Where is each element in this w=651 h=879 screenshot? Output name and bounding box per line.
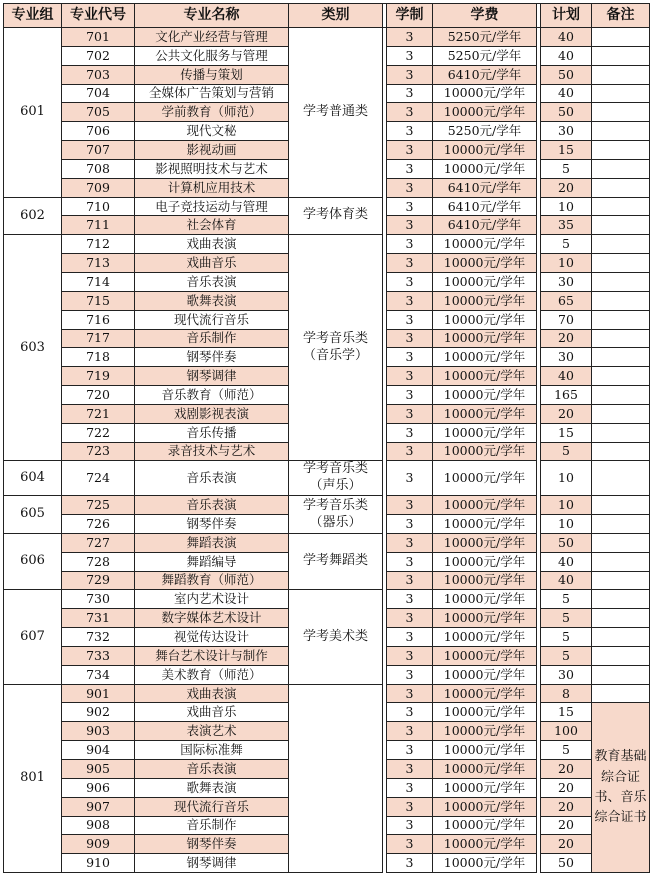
duration-cell: 3: [387, 216, 433, 235]
duration-cell: 3: [387, 197, 433, 216]
duration-cell: 3: [387, 272, 433, 291]
major-name-cell: 钢琴调律: [135, 367, 289, 386]
major-code-cell: 905: [62, 760, 135, 779]
note-cell: [592, 461, 650, 496]
note-cell: [592, 46, 650, 65]
major-code-cell: 707: [62, 141, 135, 160]
major-code-cell: 719: [62, 367, 135, 386]
major-code-cell: 713: [62, 254, 135, 273]
fee-cell: 10000元/学年: [433, 590, 537, 609]
fee-cell: 10000元/学年: [433, 835, 537, 854]
major-name-cell: 视觉传达设计: [135, 628, 289, 647]
group-id-cell: 603: [4, 235, 62, 461]
note-cell: [592, 159, 650, 178]
note-cell: [592, 684, 650, 703]
major-code-cell: 909: [62, 835, 135, 854]
major-code-cell: 711: [62, 216, 135, 235]
major-code-cell: 702: [62, 46, 135, 65]
fee-cell: 5250元/学年: [433, 46, 537, 65]
duration-cell: 3: [387, 103, 433, 122]
major-name-cell: 歌舞表演: [135, 778, 289, 797]
major-name-cell: 钢琴伴奏: [135, 835, 289, 854]
plan-cell: 20: [541, 178, 592, 197]
note-cell: [592, 571, 650, 590]
fee-cell: 10000元/学年: [433, 552, 537, 571]
note-cell: [592, 141, 650, 160]
plan-cell: 50: [541, 103, 592, 122]
major-name-cell: 音乐表演: [135, 461, 289, 496]
note-cell: [592, 272, 650, 291]
major-code-cell: 901: [62, 684, 135, 703]
plan-cell: 70: [541, 310, 592, 329]
major-name-cell: 舞台艺术设计与制作: [135, 646, 289, 665]
major-code-cell: 904: [62, 741, 135, 760]
note-cell: [592, 235, 650, 254]
table-row: [4, 461, 650, 496]
major-name-cell: 美术教育（师范）: [135, 665, 289, 684]
plan-cell: 65: [541, 291, 592, 310]
table-body: [4, 28, 650, 873]
plan-cell: 5: [541, 646, 592, 665]
category-cell: 学考音乐类（音乐学）: [289, 235, 383, 461]
plan-cell: 30: [541, 122, 592, 141]
category-cell: 学考舞蹈类: [289, 533, 383, 590]
duration-cell: 3: [387, 571, 433, 590]
table-row: [4, 684, 650, 703]
plan-cell: 20: [541, 760, 592, 779]
plan-cell: 165: [541, 386, 592, 405]
fee-cell: 10000元/学年: [433, 496, 537, 515]
major-name-cell: 学前教育（师范）: [135, 103, 289, 122]
category-cell: [289, 684, 383, 872]
duration-cell: 3: [387, 816, 433, 835]
note-cell: 教育基础综合证书、音乐综合证书: [592, 703, 650, 873]
major-name-cell: 文化产业经营与管理: [135, 28, 289, 47]
plan-cell: 40: [541, 552, 592, 571]
plan-cell: 30: [541, 348, 592, 367]
duration-cell: 3: [387, 628, 433, 647]
major-code-cell: 706: [62, 122, 135, 141]
major-code-cell: 712: [62, 235, 135, 254]
duration-cell: 3: [387, 609, 433, 628]
fee-cell: 10000元/学年: [433, 741, 537, 760]
fee-cell: 10000元/学年: [433, 310, 537, 329]
fee-cell: 10000元/学年: [433, 423, 537, 442]
fee-cell: 5250元/学年: [433, 28, 537, 47]
note-cell: [592, 254, 650, 273]
table-row: [4, 590, 650, 609]
category-cell: 学考体育类: [289, 197, 383, 235]
major-name-cell: 音乐教育（师范）: [135, 386, 289, 405]
plan-cell: 5: [541, 741, 592, 760]
major-code-cell: 734: [62, 665, 135, 684]
plan-cell: 15: [541, 141, 592, 160]
major-name-cell: 音乐表演: [135, 760, 289, 779]
fee-cell: 10000元/学年: [433, 103, 537, 122]
fee-cell: 5250元/学年: [433, 122, 537, 141]
duration-cell: 3: [387, 533, 433, 552]
note-cell: [592, 646, 650, 665]
duration-cell: 3: [387, 552, 433, 571]
note-cell: [592, 310, 650, 329]
enrollment-table: [3, 3, 650, 873]
plan-cell: 20: [541, 835, 592, 854]
table-row: [4, 197, 650, 216]
major-code-cell: 903: [62, 722, 135, 741]
fee-cell: 10000元/学年: [433, 367, 537, 386]
plan-cell: 20: [541, 329, 592, 348]
major-name-cell: 现代流行音乐: [135, 310, 289, 329]
major-name-cell: 室内艺术设计: [135, 590, 289, 609]
note-cell: [592, 609, 650, 628]
major-code-cell: 906: [62, 778, 135, 797]
duration-cell: 3: [387, 28, 433, 47]
duration-cell: 3: [387, 141, 433, 160]
major-name-cell: 表演艺术: [135, 722, 289, 741]
major-code-cell: 710: [62, 197, 135, 216]
fee-cell: 10000元/学年: [433, 854, 537, 873]
note-cell: [592, 197, 650, 216]
major-name-cell: 音乐表演: [135, 272, 289, 291]
duration-cell: 3: [387, 159, 433, 178]
fee-cell: 10000元/学年: [433, 84, 537, 103]
major-name-cell: 电子竞技运动与管理: [135, 197, 289, 216]
note-cell: [592, 496, 650, 515]
major-code-cell: 728: [62, 552, 135, 571]
fee-cell: 10000元/学年: [433, 778, 537, 797]
fee-cell: 10000元/学年: [433, 571, 537, 590]
plan-cell: 10: [541, 254, 592, 273]
major-name-cell: 音乐制作: [135, 329, 289, 348]
duration-cell: 3: [387, 461, 433, 496]
note-cell: [592, 103, 650, 122]
major-name-cell: 影视动画: [135, 141, 289, 160]
duration-cell: 3: [387, 854, 433, 873]
major-code-cell: 703: [62, 65, 135, 84]
fee-cell: 10000元/学年: [433, 254, 537, 273]
plan-cell: 20: [541, 778, 592, 797]
major-name-cell: 钢琴伴奏: [135, 515, 289, 534]
major-name-cell: 舞蹈编导: [135, 552, 289, 571]
duration-cell: 3: [387, 496, 433, 515]
major-name-cell: 戏曲表演: [135, 684, 289, 703]
fee-cell: 10000元/学年: [433, 797, 537, 816]
plan-cell: 10: [541, 496, 592, 515]
fee-cell: 10000元/学年: [433, 646, 537, 665]
major-code-cell: 726: [62, 515, 135, 534]
header-category: 类别: [289, 4, 383, 28]
note-cell: [592, 515, 650, 534]
major-code-cell: 716: [62, 310, 135, 329]
major-name-cell: 音乐制作: [135, 816, 289, 835]
major-code-cell: 908: [62, 816, 135, 835]
plan-cell: 40: [541, 367, 592, 386]
group-id-cell: 602: [4, 197, 62, 235]
major-code-cell: 733: [62, 646, 135, 665]
header-code: 专业代号: [62, 4, 135, 28]
major-name-cell: 歌舞表演: [135, 291, 289, 310]
major-code-cell: 729: [62, 571, 135, 590]
fee-cell: 10000元/学年: [433, 722, 537, 741]
plan-cell: 5: [541, 235, 592, 254]
plan-cell: 10: [541, 515, 592, 534]
group-id-cell: 606: [4, 533, 62, 590]
duration-cell: 3: [387, 741, 433, 760]
note-cell: [592, 533, 650, 552]
major-code-cell: 721: [62, 404, 135, 423]
note-cell: [592, 28, 650, 47]
header-row: [4, 4, 650, 28]
major-name-cell: 戏剧影视表演: [135, 404, 289, 423]
header-group: 专业组: [4, 4, 62, 28]
plan-cell: 5: [541, 590, 592, 609]
duration-cell: 3: [387, 84, 433, 103]
plan-cell: 30: [541, 665, 592, 684]
group-id-cell: 601: [4, 28, 62, 198]
fee-cell: 10000元/学年: [433, 461, 537, 496]
duration-cell: 3: [387, 797, 433, 816]
major-name-cell: 戏曲音乐: [135, 703, 289, 722]
header-fee: 学费: [433, 4, 537, 28]
fee-cell: 10000元/学年: [433, 272, 537, 291]
plan-cell: 100: [541, 722, 592, 741]
plan-cell: 35: [541, 216, 592, 235]
fee-cell: 6410元/学年: [433, 197, 537, 216]
plan-cell: 10: [541, 461, 592, 496]
major-name-cell: 现代文秘: [135, 122, 289, 141]
plan-cell: 10: [541, 197, 592, 216]
note-cell: [592, 404, 650, 423]
duration-cell: 3: [387, 178, 433, 197]
duration-cell: 3: [387, 386, 433, 405]
fee-cell: 10000元/学年: [433, 141, 537, 160]
plan-cell: 15: [541, 703, 592, 722]
note-cell: [592, 216, 650, 235]
major-name-cell: 社会体育: [135, 216, 289, 235]
header-plan: 计划: [541, 4, 592, 28]
duration-cell: 3: [387, 684, 433, 703]
duration-cell: 3: [387, 404, 433, 423]
major-code-cell: 717: [62, 329, 135, 348]
duration-cell: 3: [387, 235, 433, 254]
major-name-cell: 公共文化服务与管理: [135, 46, 289, 65]
fee-cell: 10000元/学年: [433, 533, 537, 552]
major-code-cell: 722: [62, 423, 135, 442]
plan-cell: 5: [541, 159, 592, 178]
note-cell: [592, 665, 650, 684]
major-name-cell: 传播与策划: [135, 65, 289, 84]
fee-cell: 10000元/学年: [433, 404, 537, 423]
fee-cell: 10000元/学年: [433, 760, 537, 779]
major-code-cell: 705: [62, 103, 135, 122]
table-row: [4, 496, 650, 515]
table-row: [4, 533, 650, 552]
major-code-cell: 720: [62, 386, 135, 405]
plan-cell: 30: [541, 272, 592, 291]
note-cell: [592, 423, 650, 442]
category-cell: 学考美术类: [289, 590, 383, 684]
major-name-cell: 钢琴伴奏: [135, 348, 289, 367]
note-cell: [592, 178, 650, 197]
major-name-cell: 戏曲音乐: [135, 254, 289, 273]
plan-cell: 15: [541, 423, 592, 442]
major-code-cell: 907: [62, 797, 135, 816]
duration-cell: 3: [387, 835, 433, 854]
fee-cell: 10000元/学年: [433, 329, 537, 348]
major-name-cell: 影视照明技术与艺术: [135, 159, 289, 178]
table-row: [4, 28, 650, 47]
duration-cell: 3: [387, 46, 433, 65]
major-name-cell: 戏曲表演: [135, 235, 289, 254]
major-code-cell: 709: [62, 178, 135, 197]
plan-cell: 20: [541, 816, 592, 835]
category-cell: 学考普通类: [289, 28, 383, 198]
fee-cell: 6410元/学年: [433, 65, 537, 84]
plan-cell: 40: [541, 84, 592, 103]
fee-cell: 10000元/学年: [433, 609, 537, 628]
plan-cell: 20: [541, 797, 592, 816]
plan-cell: 5: [541, 628, 592, 647]
major-code-cell: 902: [62, 703, 135, 722]
header-duration: 学制: [387, 4, 433, 28]
major-name-cell: 舞蹈表演: [135, 533, 289, 552]
plan-cell: 50: [541, 65, 592, 84]
group-id-cell: 605: [4, 496, 62, 534]
duration-cell: 3: [387, 348, 433, 367]
major-code-cell: 714: [62, 272, 135, 291]
plan-cell: 40: [541, 28, 592, 47]
fee-cell: 10000元/学年: [433, 235, 537, 254]
major-name-cell: 舞蹈教育（师范）: [135, 571, 289, 590]
major-code-cell: 730: [62, 590, 135, 609]
major-name-cell: 数字媒体艺术设计: [135, 609, 289, 628]
fee-cell: 10000元/学年: [433, 291, 537, 310]
note-cell: [592, 291, 650, 310]
table-row: [4, 235, 650, 254]
major-code-cell: 727: [62, 533, 135, 552]
note-cell: [592, 442, 650, 461]
plan-cell: 5: [541, 442, 592, 461]
major-code-cell: 731: [62, 609, 135, 628]
note-cell: [592, 628, 650, 647]
duration-cell: 3: [387, 254, 433, 273]
major-name-cell: 钢琴调律: [135, 854, 289, 873]
duration-cell: 3: [387, 423, 433, 442]
fee-cell: 10000元/学年: [433, 665, 537, 684]
note-cell: [592, 84, 650, 103]
plan-cell: 40: [541, 46, 592, 65]
note-cell: [592, 590, 650, 609]
fee-cell: 10000元/学年: [433, 442, 537, 461]
major-name-cell: 录音技术与艺术: [135, 442, 289, 461]
major-name-cell: 国际标准舞: [135, 741, 289, 760]
group-id-cell: 607: [4, 590, 62, 684]
fee-cell: 10000元/学年: [433, 386, 537, 405]
plan-cell: 40: [541, 571, 592, 590]
duration-cell: 3: [387, 590, 433, 609]
duration-cell: 3: [387, 291, 433, 310]
group-id-cell: 604: [4, 461, 62, 496]
duration-cell: 3: [387, 778, 433, 797]
note-cell: [592, 367, 650, 386]
header-name: 专业名称: [135, 4, 289, 28]
group-id-cell: 801: [4, 684, 62, 872]
major-code-cell: 724: [62, 461, 135, 496]
plan-cell: 8: [541, 684, 592, 703]
duration-cell: 3: [387, 442, 433, 461]
fee-cell: 10000元/学年: [433, 703, 537, 722]
note-cell: [592, 122, 650, 141]
major-name-cell: 现代流行音乐: [135, 797, 289, 816]
duration-cell: 3: [387, 665, 433, 684]
major-code-cell: 715: [62, 291, 135, 310]
plan-cell: 20: [541, 404, 592, 423]
note-cell: [592, 329, 650, 348]
major-code-cell: 718: [62, 348, 135, 367]
major-code-cell: 732: [62, 628, 135, 647]
major-code-cell: 725: [62, 496, 135, 515]
note-cell: [592, 65, 650, 84]
duration-cell: 3: [387, 515, 433, 534]
fee-cell: 10000元/学年: [433, 159, 537, 178]
duration-cell: 3: [387, 65, 433, 84]
duration-cell: 3: [387, 646, 433, 665]
major-name-cell: 全媒体广告策划与营销: [135, 84, 289, 103]
plan-cell: 50: [541, 533, 592, 552]
note-cell: [592, 386, 650, 405]
major-code-cell: 708: [62, 159, 135, 178]
major-name-cell: 音乐表演: [135, 496, 289, 515]
plan-cell: 5: [541, 609, 592, 628]
duration-cell: 3: [387, 310, 433, 329]
fee-cell: 10000元/学年: [433, 628, 537, 647]
duration-cell: 3: [387, 122, 433, 141]
major-name-cell: 音乐传播: [135, 423, 289, 442]
fee-cell: 6410元/学年: [433, 216, 537, 235]
major-code-cell: 704: [62, 84, 135, 103]
header-note: 备注: [592, 4, 650, 28]
fee-cell: 10000元/学年: [433, 515, 537, 534]
major-name-cell: 计算机应用技术: [135, 178, 289, 197]
major-code-cell: 701: [62, 28, 135, 47]
duration-cell: 3: [387, 760, 433, 779]
fee-cell: 10000元/学年: [433, 684, 537, 703]
category-cell: 学考音乐类（器乐）: [289, 496, 383, 534]
note-cell: [592, 552, 650, 571]
plan-cell: 50: [541, 854, 592, 873]
duration-cell: 3: [387, 703, 433, 722]
major-code-cell: 723: [62, 442, 135, 461]
note-cell: [592, 348, 650, 367]
duration-cell: 3: [387, 722, 433, 741]
category-cell: 学考音乐类（声乐）: [289, 461, 383, 496]
fee-cell: 6410元/学年: [433, 178, 537, 197]
duration-cell: 3: [387, 367, 433, 386]
fee-cell: 10000元/学年: [433, 816, 537, 835]
duration-cell: 3: [387, 329, 433, 348]
fee-cell: 10000元/学年: [433, 348, 537, 367]
major-code-cell: 910: [62, 854, 135, 873]
